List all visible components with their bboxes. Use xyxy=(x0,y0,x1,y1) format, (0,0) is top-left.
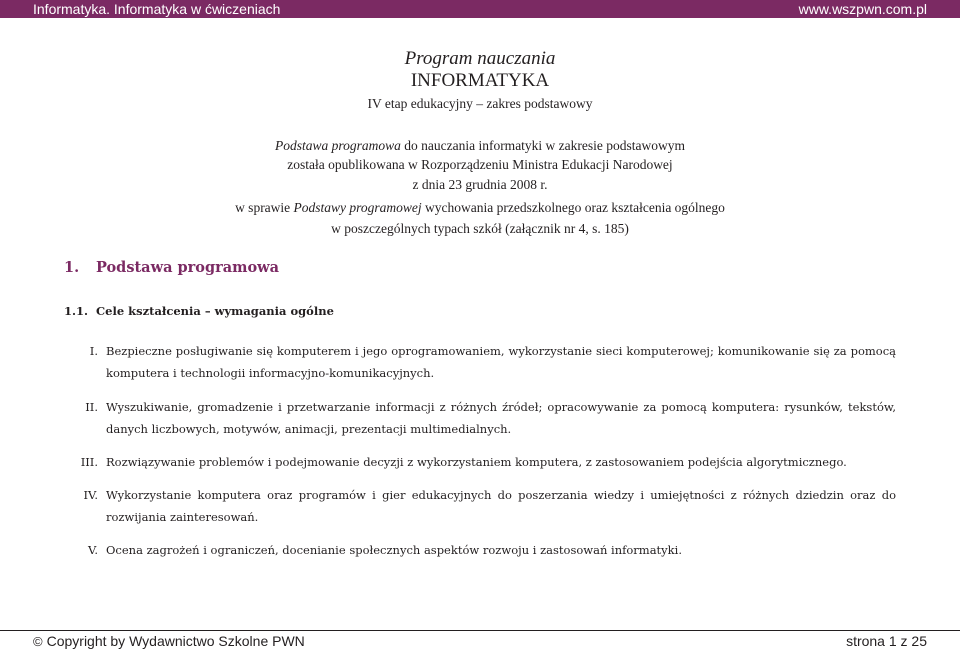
subsection-number: 1.1. xyxy=(64,304,89,318)
list-item xyxy=(60,484,896,528)
intro-line-1 xyxy=(0,137,960,155)
intro-line-5: w poszczególnych typach szkół (załącznik nr 4, s. 185) xyxy=(331,221,629,236)
section-number: 1. xyxy=(64,259,80,276)
intro-emphasis: Podstawy programowej xyxy=(293,200,422,215)
item-text: Rozwiązywanie problemów i podejmowanie decyzji z wykorzystaniem komputera, z zastosowaniem podejścia algorytmicznego. xyxy=(106,455,847,469)
intro-line-3: z dnia 23 grudnia 2008 r. xyxy=(412,177,548,192)
item-numeral: IV. xyxy=(83,488,98,502)
subsection-title: Cele kształcenia – wymagania ogólne xyxy=(96,304,334,318)
list-item xyxy=(60,539,896,561)
item-numeral: III. xyxy=(80,455,98,469)
item-numeral: V. xyxy=(88,543,98,557)
section-title: Podstawa programowa xyxy=(96,259,280,276)
top-banner xyxy=(0,0,960,18)
item-numeral: II. xyxy=(85,400,98,414)
intro-line-2: została opublikowana w Rozporządzeniu Ministra Edukacji Narodowej xyxy=(287,157,673,172)
list-item xyxy=(60,451,896,473)
item-text: Bezpieczne posługiwanie się komputerem i jego oprogramowaniem, wykorzystanie sieci komputerowej; komunikowanie się za pomocą komputera i technologii informacyjno-komunikacyjnych. xyxy=(106,344,896,380)
item-text: Wykorzystanie komputera oraz programów i gier edukacyjnych do poszerzania wiedzy i umiejętności z różnych dziedzin oraz do rozwijania zainteresowań. xyxy=(106,488,896,524)
intro-text: do nauczania informatyki w zakresie podstawowym xyxy=(400,138,686,153)
page-footer xyxy=(0,633,960,650)
subsection-heading xyxy=(64,302,334,320)
doc-subject: INFORMATYKA xyxy=(410,70,550,91)
item-numeral: I. xyxy=(89,344,98,358)
doc-stage: IV etap edukacyjny – zakres podstawowy xyxy=(367,96,593,111)
item-text: Ocena zagrożeń i ograniczeń, docenianie społecznych aspektów rozwoju i zastosowań informatyki. xyxy=(106,543,682,557)
section-heading xyxy=(64,258,279,278)
list-item xyxy=(60,340,896,384)
footer-copyright xyxy=(33,633,305,650)
intro-text: w sprawie xyxy=(235,200,294,215)
item-text: Wyszukiwanie, gromadzenie i przetwarzanie informacji z różnych źródeł; opracowywanie za pomocą komputera: rysunków, tekstów, danych liczbowych, motywów, animacji, prezentacji multimedialnych. xyxy=(106,400,896,436)
footer-divider xyxy=(0,630,960,631)
list-item xyxy=(60,396,896,440)
header-book-title: Informatyka. Informatyka w ćwiczeniach xyxy=(33,1,281,17)
page-number: strona 1 z 25 xyxy=(846,633,927,649)
header-website[interactable]: www.wszpwn.com.pl xyxy=(798,1,927,17)
copyright-icon: © xyxy=(33,634,43,649)
doc-title: Program nauczania xyxy=(404,48,556,69)
intro-text: wychowania przedszkolnego oraz kształcenia ogólnego xyxy=(421,200,725,215)
copyright-text: Copyright by Wydawnictwo Szkolne PWN xyxy=(46,633,305,649)
intro-line-4 xyxy=(0,199,960,217)
intro-emphasis: Podstawa programowa xyxy=(274,138,401,153)
